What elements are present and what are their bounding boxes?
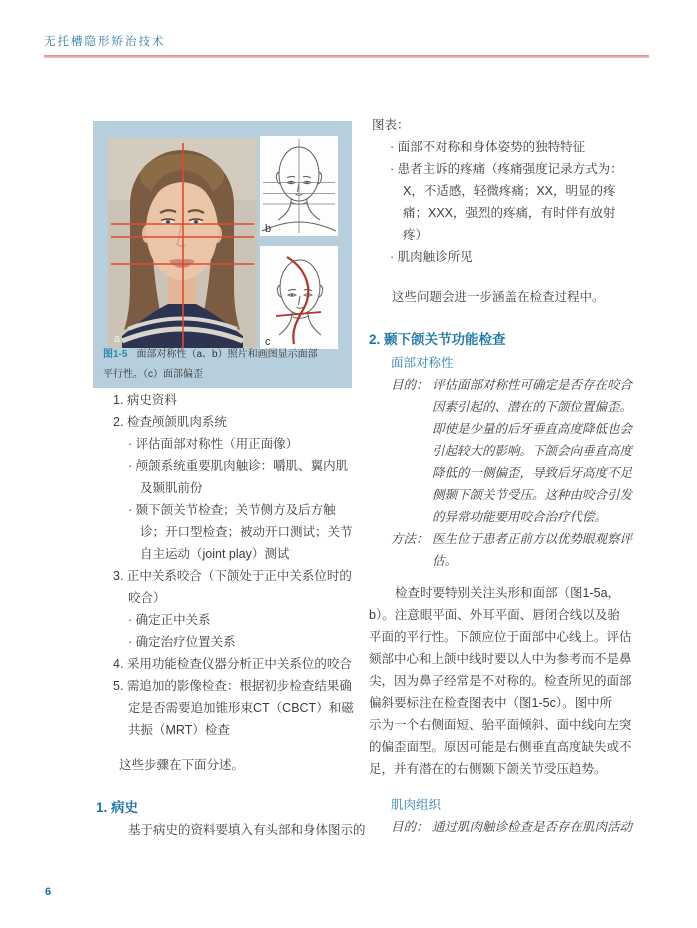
closing-paragraph: 这些步骤在下面分述。 <box>119 758 245 772</box>
purpose-method-row <box>391 462 659 484</box>
paragraph-line: 尖，因为鼻子经常是不对称的。检查所见的面部 <box>369 674 632 688</box>
history-paragraph: 基于病史的资料要填入有头部和身体图示的 <box>128 823 366 837</box>
purpose-method-text: 的异常功能要用咬合治疗代偿。 <box>432 510 608 524</box>
purpose-method-text: 即使是少量的后牙垂直高度降低也会 <box>432 422 633 436</box>
figure-caption-line-1 <box>103 345 349 365</box>
sketch-label-b: b <box>265 223 272 235</box>
chart-intro-row: 疼） <box>403 228 429 242</box>
checklist-row: 1. 病史资料 <box>113 393 177 407</box>
purpose-method-row <box>391 528 659 550</box>
note-paragraph: 这些问题会进一步涵盖在检查过程中。 <box>392 290 605 304</box>
checklist-row: 3. 正中关系咬合（下颌处于正中关系位时的 <box>113 569 352 583</box>
checklist-row: 自主运动（joint play）测试 <box>140 547 290 561</box>
purpose-method-text: 估。 <box>432 554 458 568</box>
purpose-method-row <box>391 374 659 396</box>
paragraph-line: 的偏歪面型。原因可能是右侧垂直高度缺失或不 <box>369 740 632 754</box>
figure-caption-text: 面部对称性（a、b）照片和画图显示面部 <box>136 349 318 360</box>
portrait-photo <box>108 138 257 348</box>
paragraph-line: 足，并有潜在的右侧颞下颌关节受压趋势。 <box>369 762 607 776</box>
checklist-row: · 评估面部对称性（用正面像） <box>128 437 299 451</box>
figure-caption-line-2: 平行性。（c）面部偏歪 <box>103 369 203 380</box>
purpose-method-text: 因素引起的、潜在的下颌位置偏歪。 <box>432 400 633 414</box>
chart-intro-list <box>370 114 658 268</box>
checklist-row: 定是否需要追加锥形束CT（CBCT）和磁 <box>128 701 354 715</box>
purpose-method-text: 医生位于患者正前方以优势眼观察评 <box>432 532 633 546</box>
figure-sketch-c <box>260 246 338 349</box>
figure-caption-label: 图1-5 <box>103 349 128 360</box>
checklist-row: 5. 需追加的影像检查：根据初步检查结果确 <box>113 679 352 693</box>
purpose-method-text: 评估面部对称性可确定是否存在咬合 <box>432 378 633 392</box>
purpose-method-block <box>391 374 659 572</box>
paragraph-line: b）。注意眼平面、外耳平面、唇闭合线以及骀 <box>369 608 620 622</box>
muscle-purpose-text: 通过肌肉触诊检查是否存在肌肉活动 <box>432 820 633 834</box>
sketch-label-c: c <box>265 336 271 348</box>
muscle-purpose-row <box>391 816 659 838</box>
paragraph-line: 检查时要特别关注头形和面部（图1-5a， <box>395 586 621 600</box>
subheading-muscle-tissue: 肌肉组织 <box>391 798 442 812</box>
subheading-facial-symmetry: 面部对称性 <box>391 356 454 370</box>
paragraph-line: 偏斜要标注在检查图表中（图1-5c）。图中所 <box>369 696 613 710</box>
figure-1-5 <box>93 121 352 388</box>
chart-intro-row: 图表： <box>372 118 410 132</box>
section-heading-history: 1. 病史 <box>96 800 139 815</box>
purpose-method-row <box>391 550 659 572</box>
chart-intro-row: X，不适感，轻微疼痛；XX，明显的疼 <box>403 184 616 198</box>
face-drawing-symmetric <box>260 136 338 236</box>
chart-intro-row: · 患者主诉的疼痛（疼痛强度记录方式为： <box>390 162 623 176</box>
symmetry-paragraph <box>369 582 658 780</box>
purpose-method-text: 侧颞下颌关节受压。这种由咬合引发 <box>432 488 633 502</box>
page-number: 6 <box>45 886 52 898</box>
examination-checklist <box>96 389 371 741</box>
book-title: 无托槽隐形矫治技术 <box>44 36 166 48</box>
purpose-method-text: 引起较大的影响。下颌会向垂直高度 <box>432 444 633 458</box>
paragraph-line: 颏部中心和上颌中线时要以人中为参考而不是鼻 <box>369 652 632 666</box>
photo-label-a: a <box>114 333 121 345</box>
figure-photo-a <box>108 138 257 348</box>
chart-intro-row: 痛；XXX，强烈的疼痛，有时伴有放射 <box>403 206 616 220</box>
purpose-method-label: 目的： <box>391 378 429 392</box>
purpose-method-row <box>391 506 659 528</box>
checklist-row: 共振（MRT）检查 <box>128 723 230 737</box>
purpose-method-row <box>391 440 659 462</box>
section-heading-tmj: 2. 颞下颌关节功能检查 <box>369 332 506 347</box>
parallel-grid-lines <box>263 139 335 233</box>
face-drawing-deviated <box>260 246 338 349</box>
figure-sketch-b <box>260 136 338 236</box>
purpose-method-text: 降低的一侧偏歪，导致后牙高度不足 <box>432 466 633 480</box>
chart-intro-row: · 肌肉触诊所见 <box>390 250 473 264</box>
purpose-method-label: 方法： <box>391 532 429 546</box>
checklist-row: 4. 采用功能检查仪器分析正中关系位的咬合 <box>113 657 352 671</box>
header-rule <box>44 55 649 58</box>
checklist-row: · 确定正中关系 <box>128 613 211 627</box>
purpose-method-row <box>391 418 659 440</box>
checklist-row: 及颞肌前份 <box>140 481 203 495</box>
checklist-row: · 确定治疗位置关系 <box>128 635 236 649</box>
muscle-purpose-label: 目的： <box>391 820 429 834</box>
checklist-row: 2. 检查颅颌肌肉系统 <box>113 415 227 429</box>
figure-caption <box>103 345 349 385</box>
purpose-method-row <box>391 396 659 418</box>
paragraph-line: 示为一个右侧面短、骀平面倾斜、面中线向左突 <box>369 718 632 732</box>
checklist-row: 诊；开口型检查；被动开口测试；关节 <box>140 525 353 539</box>
checklist-row: 咬合） <box>128 591 166 605</box>
checklist-row: · 颞下颌关节检查；关节侧方及后方触 <box>128 503 336 517</box>
paragraph-line: 平面的平行性。下颌应位于面部中心线上。评估 <box>369 630 632 644</box>
checklist-row: · 颅颌系统重要肌肉触诊：嚼肌、翼内肌 <box>128 459 349 473</box>
chart-intro-row: · 面部不对称和身体姿势的独特特征 <box>390 140 586 154</box>
purpose-method-row <box>391 484 659 506</box>
